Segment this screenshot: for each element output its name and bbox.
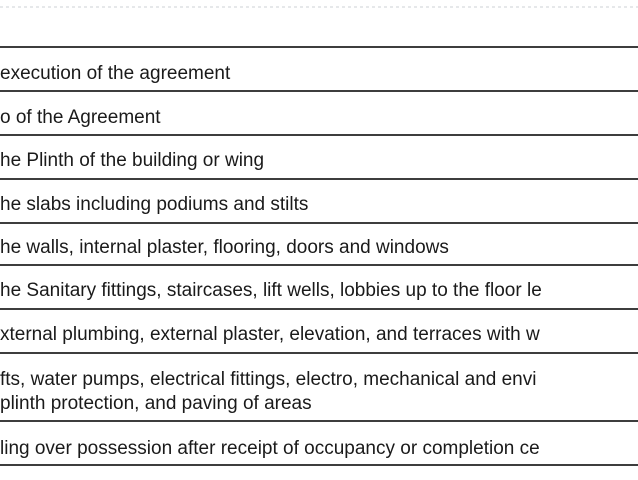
row-text-line: fts, water pumps, electrical fittings, electro, mechanical and envi xyxy=(0,369,537,390)
table-rule xyxy=(0,308,638,310)
table-row xyxy=(0,437,638,461)
table-row xyxy=(0,149,638,173)
table-rule xyxy=(0,352,638,354)
table-row xyxy=(0,106,638,130)
table-rule xyxy=(0,264,638,266)
table-rule xyxy=(0,222,638,224)
table-row xyxy=(0,236,638,260)
row-text-line: he Plinth of the building or wing xyxy=(0,150,265,171)
row-text-line: plinth protection, and paving of areas xyxy=(0,393,312,414)
row-text-line: he slabs including podiums and stilts xyxy=(0,194,309,215)
table-rule xyxy=(0,46,638,48)
row-text-line: ling over possession after receipt of occupancy or completion ce xyxy=(0,438,540,459)
table-row xyxy=(0,193,638,217)
row-text-line: he Sanitary fittings, staircases, lift wells, lobbies up to the floor le xyxy=(0,280,542,301)
table-row xyxy=(0,279,638,303)
row-text-line: o of the Agreement xyxy=(0,107,161,128)
table-rule xyxy=(0,178,638,180)
top-margin xyxy=(0,0,638,46)
table-rule xyxy=(0,420,638,422)
table-rule xyxy=(0,90,638,92)
top-dotted-border xyxy=(0,6,638,8)
table-row xyxy=(0,323,638,347)
row-text-line: execution of the agreement xyxy=(0,63,231,84)
table-row xyxy=(0,62,638,86)
table-rule xyxy=(0,464,638,466)
table-row xyxy=(0,368,638,416)
row-text-line: he walls, internal plaster, flooring, doors and windows xyxy=(0,237,449,258)
row-text-line: xternal plumbing, external plaster, elevation, and terraces with w xyxy=(0,324,540,345)
table-rule xyxy=(0,134,638,136)
